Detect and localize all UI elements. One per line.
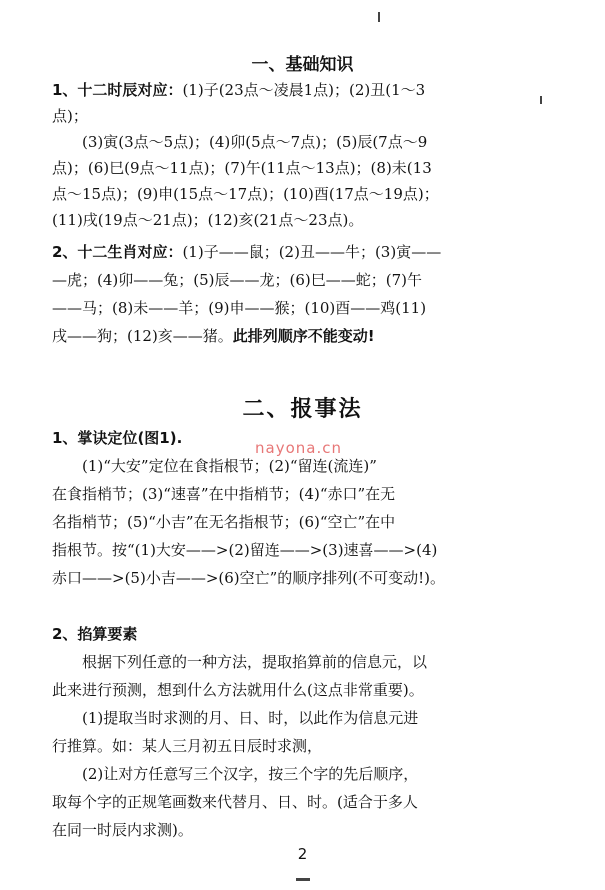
paragraph-line: [52, 326, 572, 346]
paragraph-line: 在食指梢节；(3)“速喜”在中指梢节；(4)“赤口”在无: [52, 485, 396, 503]
paragraph-line: (3)寅(3点～5点)；(4)卯(5点～7点)；(5)辰(7点～9: [82, 133, 428, 151]
paragraph-line: 点)；: [52, 107, 88, 125]
paragraph-line: [52, 242, 572, 262]
paragraph-line: 根据下列任意的一种方法，提取掐算前的信息元，以: [82, 653, 428, 671]
paragraph-line: 此来进行预测，想到什么方法就用什么(这点非常重要)。: [52, 681, 424, 699]
paragraph-line: (1)“大安”定位在食指根节；(2)“留连(流连)”: [82, 457, 377, 475]
section-title-method: 二、报事法: [242, 397, 363, 422]
paragraph-line: 在同一时辰内求测)。: [52, 821, 193, 839]
paragraph-line: 指根节。按“(1)大安——>(2)留连——>(3)速喜——>(4): [52, 541, 438, 559]
emphasis-text: 此排列顺序不能变动!: [232, 327, 375, 345]
scan-mark: [296, 878, 310, 881]
item-text: 戌——狗；(12)亥——猪。: [52, 327, 233, 345]
paragraph-line: 取每个字的正规笔画数来代替月、日、时。(适合于多人: [52, 793, 418, 811]
paragraph-line: 点～15点)；(9)申(15点～17点)；(10)酉(17点～19点)；: [52, 185, 439, 203]
item-text: (1)子——鼠；(2)丑——牛；(3)寅——: [182, 243, 442, 261]
subsection-title: 1、掌诀定位(图1).: [52, 429, 183, 447]
paragraph-line: [52, 80, 572, 100]
paragraph-line: 赤口——>(5)小吉——>(6)空亡”的顺序排列(不可变动!)。: [52, 569, 446, 587]
item-text: (1)子(23点～凌晨1点)；(2)丑(1～3: [182, 81, 426, 99]
paragraph-line: 行推算。如：某人三月初五日辰时求测，: [52, 737, 323, 755]
section-title-basics: 一、基础知识: [251, 55, 354, 75]
paragraph-line: 名指梢节；(5)“小吉”在无名指根节；(6)“空亡”在中: [52, 513, 396, 531]
paragraph-line: (11)戌(19点～21点)；(12)亥(21点～23点)。: [52, 211, 364, 229]
scan-mark: [378, 12, 380, 22]
paragraph-line: 点)；(6)巳(9点～11点)；(7)午(11点～13点)；(8)未(13: [52, 159, 432, 177]
paragraph-line: —虎；(4)卯——兔；(5)辰——龙；(6)巳——蛇；(7)午: [52, 271, 422, 289]
watermark: nayona.cn: [255, 439, 342, 457]
page-number: 2: [297, 845, 308, 863]
paragraph-line: (1)提取当时求测的月、日、时，以此作为信息元进: [82, 709, 419, 727]
paragraph-line: ——马；(8)未——羊；(9)申——猴；(10)酉——鸡(11): [52, 299, 427, 317]
item-label: 1、十二时辰对应：: [52, 81, 183, 99]
paragraph-line: (2)让对方任意写三个汉字，按三个字的先后顺序，: [82, 765, 419, 783]
item-label: 2、十二生肖对应：: [52, 243, 183, 261]
subsection-title: 2、掐算要素: [52, 625, 138, 643]
